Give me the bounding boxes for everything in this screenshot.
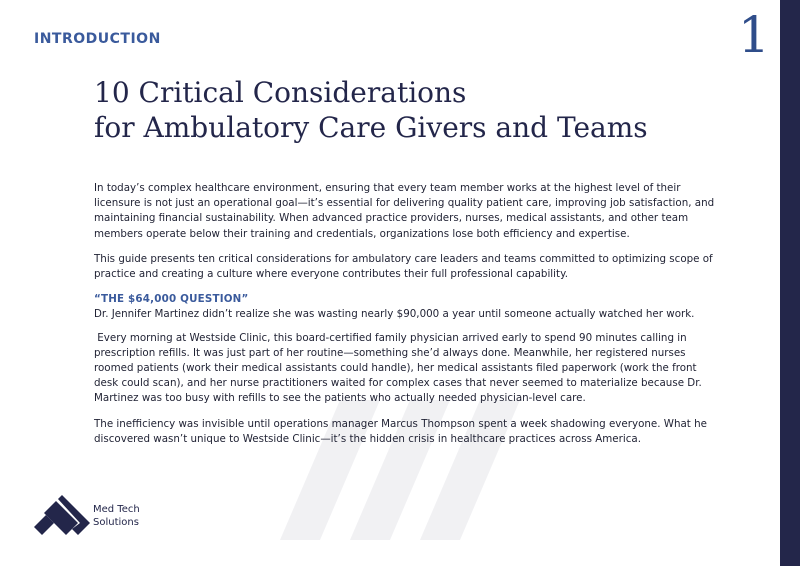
logo-wordmark [93, 503, 140, 529]
title-line-2: for Ambulatory Care Givers and Teams [94, 111, 648, 144]
logo-line-2: Solutions [93, 517, 139, 528]
callout-heading: “THE $64,000 QUESTION” [94, 293, 249, 306]
story-paragraph: Every morning at Westside Clinic, this board-certified family physician arrived early to spend 90 minutes calling in prescription refills. It was just part of her routine—something she’d always done. Meanwhile, her registered nurses roomed patients (work their medical assistants could handle), her medical assistants filed paperwork (work the front desk could scan), and her nurse practitioners waited for complex cases that never seemed to materialize because Dr. Martinez was too busy with refills to see the patients who actually needed physician-level care. [94, 331, 706, 405]
closing-paragraph: The inefficiency was invisible until operations manager Marcus Thompson spent a week shadowing everyone. What he discovered wasn’t unique to Westside Clinic—it’s the hidden crisis in healthcare practices across America. [94, 417, 707, 445]
intro-paragraph: In today’s complex healthcare environment, ensuring that every team member works at the highest level of their licensure is not just an operational goal—it’s essential for delivering quality patient care, improving job satisfaction, and maintaining financial sustainability. When advanced practice providers, nurses, medical assistants, and other team members operate below their training and credentials, organizations lose both efficiency and expertise. [94, 182, 715, 240]
page-number: 1 [738, 6, 770, 64]
page-title [94, 75, 694, 145]
med-tech-logo-icon [34, 495, 92, 535]
title-line-1: 10 Critical Considerations [94, 76, 467, 109]
guide-paragraph: This guide presents ten critical considerations for ambulatory care leaders and teams committed to optimizing scope of practice and creating a culture where everyone contributes their full professional capability. [94, 252, 713, 281]
logo-line-1: Med Tech [93, 504, 140, 515]
section-label: INTRODUCTION [34, 31, 161, 47]
callout-text: Dr. Jennifer Martinez didn’t realize she was wasting nearly $90,000 a year until someone actually watched her work. [94, 308, 695, 321]
body-content [94, 181, 724, 457]
callout-block [94, 292, 724, 322]
right-edge-bar [780, 0, 800, 566]
